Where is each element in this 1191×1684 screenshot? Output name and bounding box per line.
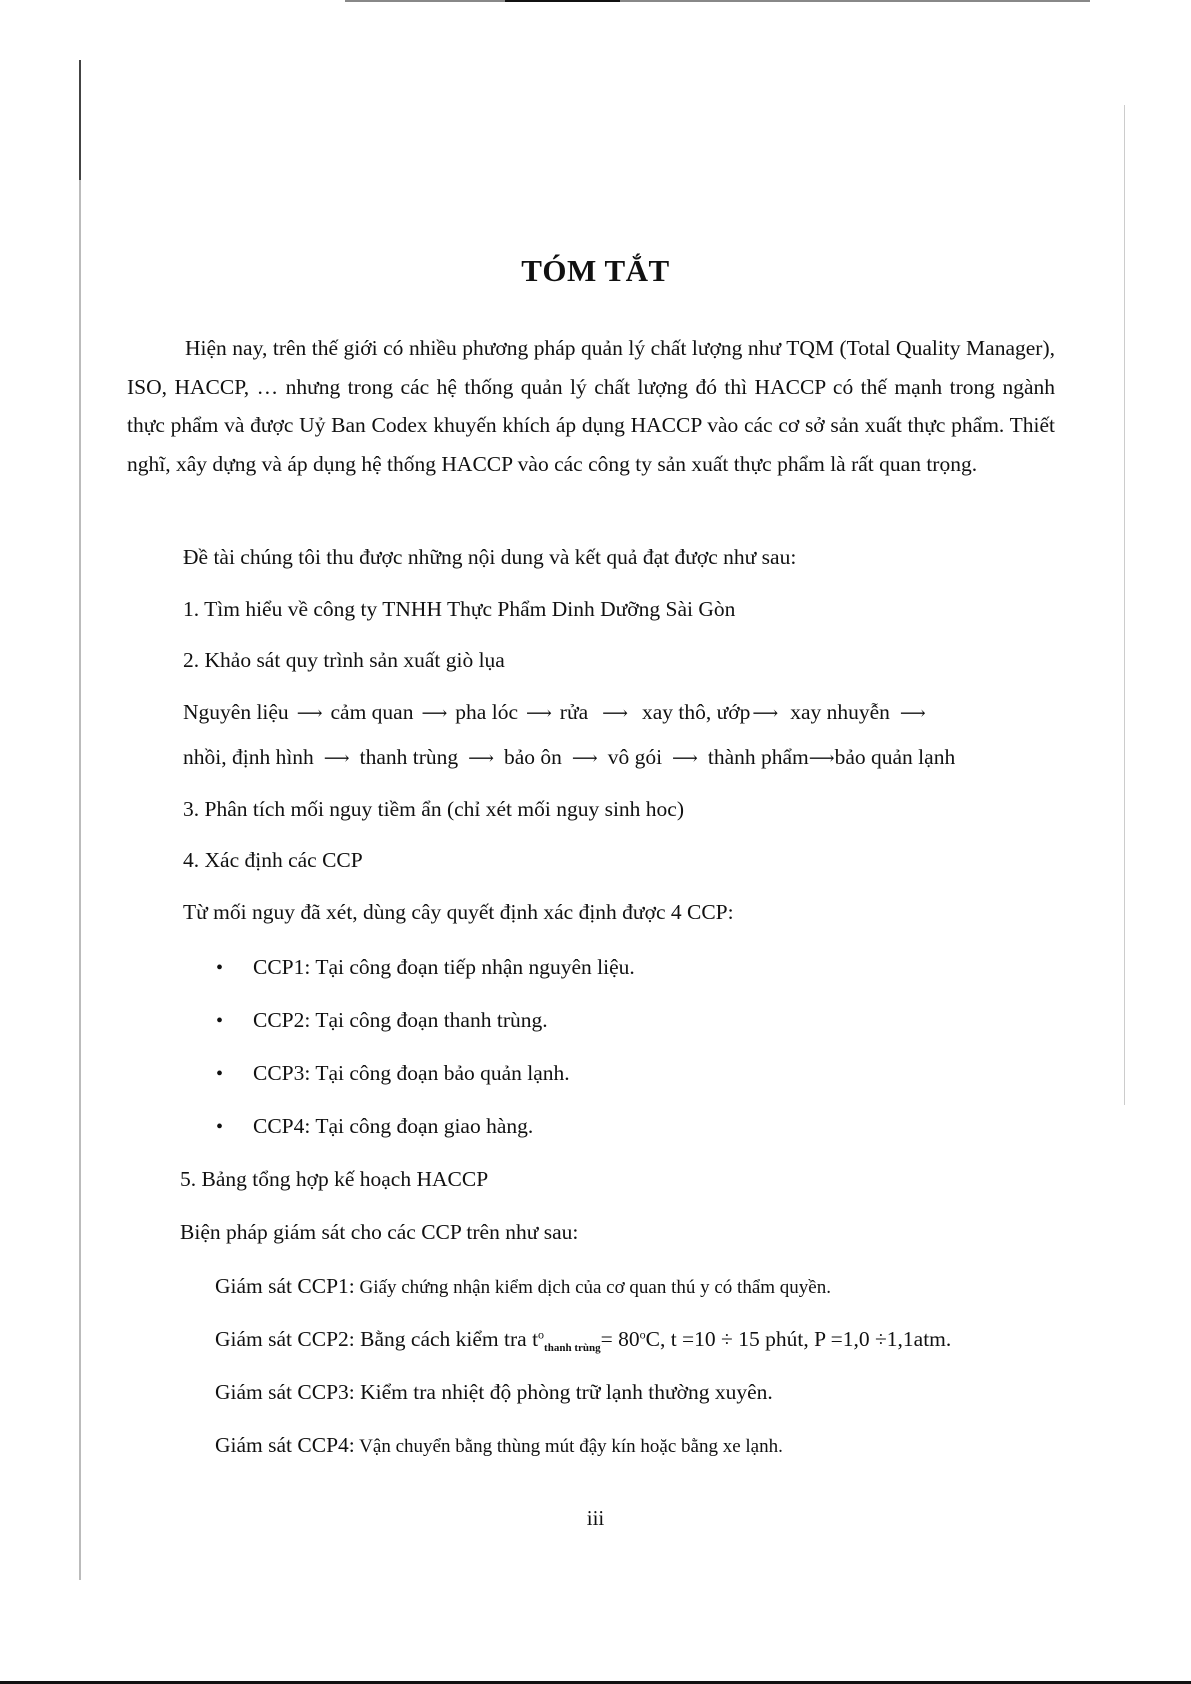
bullet-icon: • [216, 1010, 224, 1032]
degree-superscript: o [639, 1327, 646, 1342]
arrow-right-icon: ⟶ [808, 748, 835, 768]
page-title: TÓM TẮT [521, 253, 670, 288]
ccp-text: CCP4: Tại công đoạn giao hàng. [253, 1114, 534, 1138]
monitor-text: = 80 [600, 1327, 640, 1351]
scan-edge-top [345, 0, 1090, 2]
bullet-icon: • [216, 957, 224, 979]
bullet-icon: • [216, 1063, 224, 1085]
monitor-ccp3 [215, 1380, 773, 1405]
flow-step: bảo quản lạnh [834, 745, 956, 769]
intro-paragraph [127, 329, 1055, 483]
flow-step: pha lóc [455, 700, 518, 724]
arrow-right-icon: ⟶ [899, 703, 926, 723]
flow-step: thành phẩm [707, 745, 809, 769]
flow-step: xay nhuyễn [790, 700, 890, 724]
monitor-ccp1 [215, 1274, 831, 1299]
monitor-text: Kiểm tra nhiệt độ phòng trữ lạnh thường xuyên. [354, 1380, 773, 1404]
flow-step: xay thô, ướp [641, 700, 751, 724]
ccp-text: CCP2: Tại công đoạn thanh trùng. [253, 1008, 548, 1032]
flow-step: cảm quan [330, 700, 414, 724]
page-number: iii [586, 1506, 605, 1530]
arrow-right-icon: ⟶ [752, 703, 779, 723]
arrow-right-icon: ⟶ [296, 703, 323, 723]
flow-step: Nguyên liệu [183, 700, 289, 724]
monitor-text: Vận chuyển bằng thùng mút đậy kín hoặc bằng xe lạnh. [354, 1436, 783, 1457]
monitor-text: Giấy chứng nhận kiểm dịch của cơ quan thú y có thẩm quyền. [354, 1277, 831, 1298]
arrow-right-icon: ⟶ [602, 703, 628, 723]
flow-step: thanh trùng [359, 745, 459, 769]
list-item-2: 2. Khảo sát quy trình sản xuất giò lụa [183, 648, 505, 672]
bullet-icon: • [216, 1116, 224, 1138]
monitor-label: Giám sát CCP2: [215, 1327, 355, 1351]
monitor-text: Bằng cách kiểm tra t [354, 1327, 539, 1351]
ccp-bullet-4 [216, 1114, 533, 1139]
scan-edge-top-dark [505, 0, 620, 2]
flow-step: nhồi, định hình [183, 745, 314, 769]
arrow-right-icon: ⟶ [571, 748, 598, 768]
ccp-text: CCP3: Tại công đoạn bảo quản lạnh. [253, 1061, 570, 1085]
subscript-text: thanh trùng [544, 1342, 601, 1354]
process-flow-line-2 [183, 745, 955, 770]
monitor-label: Giám sát CCP1: [215, 1274, 355, 1298]
monitor-intro: Biện pháp giám sát cho các CCP trên như sau: [180, 1220, 579, 1244]
flow-step: vô gói [607, 745, 663, 769]
list-item-1: 1. Tìm hiểu về công ty TNHH Thực Phẩm Dinh Dưỡng Sài Gòn [183, 597, 736, 621]
monitor-label: Giám sát CCP4: [215, 1433, 355, 1457]
ccp-text: CCP1: Tại công đoạn tiếp nhận nguyên liệu. [253, 955, 635, 979]
list-item-5: 5. Bảng tổng hợp kế hoạch HACCP [180, 1167, 489, 1191]
arrow-right-icon: ⟶ [421, 703, 448, 723]
degree-superscript: o [538, 1327, 545, 1342]
ccp-intro: Từ mối nguy đã xét, dùng cây quyết định xác định được 4 CCP: [183, 900, 734, 924]
arrow-right-icon: ⟶ [525, 703, 552, 723]
flow-step: bảo ôn [503, 745, 562, 769]
monitor-text: C, t =10 ÷ 15 phút, P =1,0 ÷1,1atm. [645, 1327, 952, 1351]
list-item-3: 3. Phân tích mối nguy tiềm ẩn (chỉ xét mối nguy sinh hoc) [183, 797, 684, 821]
flow-step: rửa [559, 700, 589, 724]
results-intro: Đề tài chúng tôi thu được những nội dung và kết quả đạt được như sau: [183, 545, 797, 569]
monitor-ccp2 [215, 1327, 951, 1354]
scan-margin-line-left-dark [79, 60, 81, 180]
arrow-right-icon: ⟶ [672, 748, 698, 768]
monitor-label: Giám sát CCP3: [215, 1380, 355, 1404]
ccp-bullet-3 [216, 1061, 570, 1086]
arrow-right-icon: ⟶ [468, 748, 494, 768]
monitor-ccp4 [215, 1433, 783, 1458]
ccp-bullet-2 [216, 1008, 548, 1033]
ccp-bullet-1 [216, 955, 635, 980]
process-flow-line-1 [183, 700, 926, 725]
list-item-4: 4. Xác định các CCP [183, 848, 363, 872]
arrow-right-icon: ⟶ [323, 748, 350, 768]
intro-paragraph-text: Hiện nay, trên thế giới có nhiều phương pháp quản lý chất lượng như TQM (Total Quality Manager), ISO, HACCP, … nhưng trong các hệ thống quản lý chất lượng đó thì HACCP có thế mạnh trong ngành thực phẩm và được Uỷ Ban Codex khuyến khích áp dụng HACCP vào các cơ sở sản xuất thực phẩm. Thiết nghĩ, xây dựng và áp dụng hệ thống HACCP vào các công ty sản xuất thực phẩm là rất quan trọng. [127, 336, 1055, 476]
